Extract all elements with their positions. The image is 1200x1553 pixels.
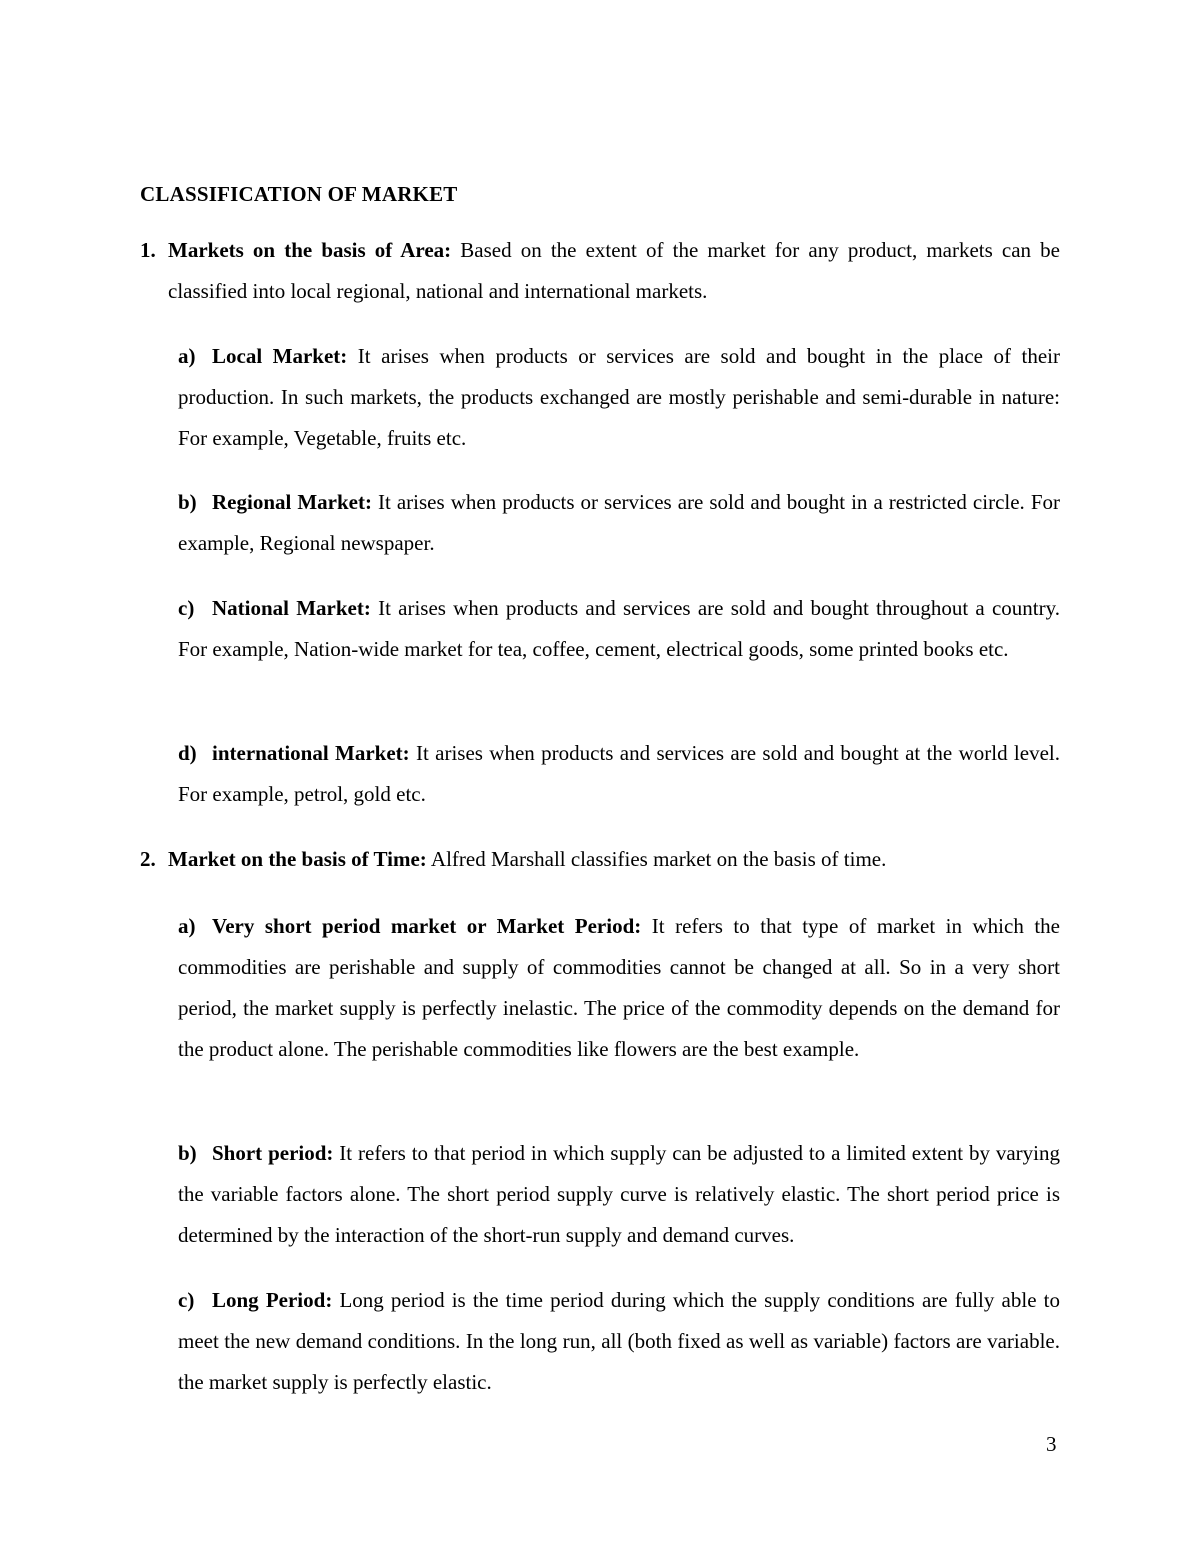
item-heading: Regional Market: bbox=[212, 490, 372, 514]
section-number: 2. bbox=[140, 847, 156, 871]
item-label: a) bbox=[178, 914, 196, 938]
item-label: b) bbox=[178, 490, 197, 514]
section-text: Alfred Marshall classifies market on the basis of time. bbox=[426, 847, 887, 871]
item-text: It arises when products or services are sold and bought in the place of their production. In such markets, the products exchanged are mostly perishable and semi-durable in nature: For example, Vegetable, fruits etc. bbox=[178, 344, 1060, 450]
section-heading: Market on the basis of Time: bbox=[168, 847, 427, 871]
section-number: 1. bbox=[140, 238, 156, 262]
item-text: It arises when products or services are sold and bought in a restricted circle. For example, Regional newspaper. bbox=[178, 490, 1060, 555]
item-text: Long period is the time period during which the supply conditions are fully able to meet the new demand conditions. In the long run, all (both fixed as well as variable) factors are variable. the market supply is perfectly elastic. bbox=[178, 1288, 1060, 1394]
list-item-local-market bbox=[178, 336, 1060, 459]
list-item-international-market bbox=[178, 733, 1060, 815]
section-text: Based on the extent of the market for any product, markets can be classified into local regional, national and international markets. bbox=[168, 238, 1060, 303]
item-heading: Short period: bbox=[212, 1141, 334, 1165]
list-item-national-market bbox=[178, 588, 1060, 670]
page-number: 3 bbox=[1046, 1432, 1057, 1456]
section-heading-paragraph bbox=[140, 839, 1060, 880]
item-label: c) bbox=[178, 596, 195, 620]
item-text: It refers to that period in which supply can be adjusted to a limited extent by varying the variable factors alone. The short period supply curve is relatively elastic. The short period price is determined by the interaction of the short-run supply and demand curves. bbox=[178, 1141, 1061, 1247]
item-heading: Local Market: bbox=[212, 344, 348, 368]
list-item-regional-market bbox=[178, 482, 1060, 564]
section-heading: Markets on the basis of Area: bbox=[168, 238, 452, 262]
list-item-very-short-period bbox=[178, 906, 1060, 1070]
item-label: d) bbox=[178, 741, 197, 765]
section-area bbox=[140, 230, 1060, 312]
item-text: It refers to that type of market in which the commodities are perishable and supply of commodities cannot be changed at all. So in a very short period, the market supply is perfectly inelastic. The price of the commodity depends on the demand for the product alone. The perishable commodities like flowers are the best example. bbox=[178, 914, 1060, 1061]
section-time bbox=[140, 839, 1060, 880]
item-text: It arises when products and services are sold and bought throughout a country. For example, Nation-wide market for tea, coffee, cement, electrical goods, some printed books etc. bbox=[178, 596, 1060, 661]
item-heading: National Market: bbox=[212, 596, 371, 620]
list-item-long-period bbox=[178, 1280, 1060, 1403]
item-heading: Long Period: bbox=[212, 1288, 333, 1312]
page-title: CLASSIFICATION OF MARKET bbox=[140, 182, 458, 206]
item-label: b) bbox=[178, 1141, 197, 1165]
item-label: a) bbox=[178, 344, 196, 368]
list-item-short-period bbox=[178, 1133, 1060, 1256]
item-heading: international Market: bbox=[212, 741, 410, 765]
section-heading-paragraph bbox=[140, 230, 1060, 312]
item-label: c) bbox=[178, 1288, 195, 1312]
item-heading: Very short period market or Market Period: bbox=[212, 914, 642, 938]
item-text: It arises when products and services are sold and bought at the world level. For example, petrol, gold etc. bbox=[178, 741, 1060, 806]
